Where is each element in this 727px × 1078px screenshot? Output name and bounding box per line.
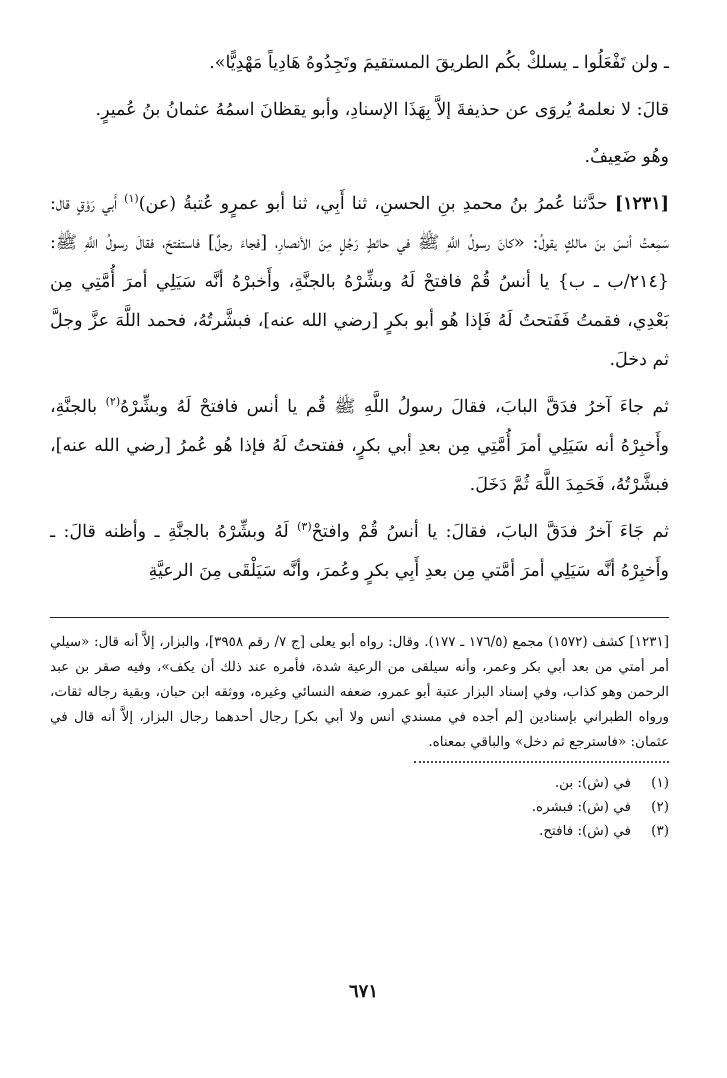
hadith-text: بالجنَّةِ، وأَخبِرْهُ أنه سَيَلِي أمرَ أُمَّتِي مِن بعدِ أبي بكرٍ، ففتحتُ لَهُ فإذا هُو عُمرُ [رضي الله عنه]، فبشَّرْتُهُ، فَحَمِدَ اللَّهَ ثُمَّ دَخَلَ. [50, 397, 669, 495]
footnote-ref: (٢) [105, 395, 121, 409]
footnote-number: (٢) [651, 799, 669, 815]
footnotes [50, 771, 669, 843]
text-paragraph: وهُو ضَعِيفٌ. [584, 147, 669, 167]
page-number: ٦٧١ [348, 981, 378, 1002]
text-paragraph: قالَ: لا نعلمهُ يُروَى عن حذيفةَ إلاَّ بِهَذَا الإسنادِ، وأبو يقظانَ اسمُهُ عثمانُ بنُ عُميرٍ. [95, 100, 669, 120]
hadith-paragraph [50, 513, 669, 591]
hadith-matn: أَبي رَوْقٍ قال: سَمِعتُ أنسَ بنَ مالكٍ يقولُ: «كانَ رسولُ اللَّهِ ﷺ في حائطٍ رَجُلٍ مِنَ الأنصارِ، [فجاءَ رجلٌ] فاستفتحَ، فقالَ رسولُ اللَّهِ ﷺ: {٢١٤/ب ـ ب} يا أنسُ قُمْ فافتحْ لَهُ وبشِّرْهُ بالجنَّةِ، وأَخبرْهُ أنَّه سَيَلِي أمرَ أُمَّتِي مِن بَعْدِي، فقمتُ فَفَتحتُ لَهُ فَإذا هُو أبو بكرٍ [رضي الله عنه]، فبشَّرتُهُ، فحمد اللَّهَ عزَّ وجلَّ ثم دخلَ. [50, 194, 669, 370]
text-line: ـ ولن تَفْعَلُوا ـ يسلكْ بكُم الطريقَ المستقيمَ وتَجِدُوهُ هَادِياً مَهْدِيًّا». [209, 53, 669, 73]
footnote-text: في (ش): بن. [554, 775, 631, 791]
hadith-paragraph [50, 388, 669, 505]
footnote [50, 819, 669, 843]
footnote-divider [50, 617, 669, 618]
footnote-ref: (٣) [297, 520, 312, 534]
hadith-text: ثم جَاءَ آخرُ فدَقَّ البابَ، فقالَ: يا أنسُ قُمْ وافتحْ [311, 522, 670, 542]
footnote-ref: (١) [124, 192, 139, 206]
hadith-paragraph [50, 185, 669, 380]
hadith-number: [١٢٣١] [614, 194, 669, 214]
footnote [50, 795, 669, 819]
commentary-paragraph: [١٢٣١] كشف (١٥٧٢) مجمع (١٧٦/٥ ـ ١٧٧). وقال: رواه أبو يعلى [ج ٧/ رقم ٣٩٥٨]، والبزار، إلاَّ أنه قال: «سيلي أمر أمتي من بعد أبي بكر وعمر، وأنه سيلقى من الرعية شدة، فأمره عند ذلك أن يكف»، وفيه صقر بن عبد الرحمن وهو كذاب، وفي إسناد البزار عتبة أبو عمرو، ضعفه النسائي وغيره، ووثقه ابن حبان، وبقية رجاله ثقات، ورواه الطبراني بإسنادين [لم أجده في مسندي أنس ولا أبي بكر] رجال أحدهما رجال البزار، إلاَّ أنه قال في عثمان: «فاسترجع ثم دخل» والباقي بمعناه. [50, 634, 669, 750]
footnote [50, 771, 669, 795]
footnote-dotted-divider [414, 761, 669, 763]
hadith-text: لَهُ وبشِّرْهُ بالجنَّةِ ـ وأظنه قالَ: ـ وأَخبِرْهُ أنَّه سَيَلِي أمرَ أمَّتي مِن بعدِ أَبِي بكرٍ وعُمرَ، وأنَّه سَيَلْقَى مِنَ الرعيَّةِ [50, 522, 669, 581]
hadith-text: ثم جاءَ آخرُ فدَقَّ البابَ، فقالَ رسولُ اللَّهِ ﷺ قُم يا أنس فافتحْ لَهُ وبشِّرْهُ [120, 397, 669, 417]
footnote-number: (١) [651, 775, 669, 791]
footnote-text: في (ش): فبشره. [531, 799, 631, 815]
footnote-text: في (ش): فافتح. [539, 823, 631, 839]
commentary [50, 630, 669, 755]
footnote-number: (٣) [651, 823, 669, 839]
hadith-isnad: حدَّثنا عُمرُ بنُ محمدِ بنِ الحسنِ، ثنا أَبِي، ثنا أبو عمرٍو عُتبةُ (عن) [138, 194, 608, 214]
main-text [50, 44, 669, 591]
